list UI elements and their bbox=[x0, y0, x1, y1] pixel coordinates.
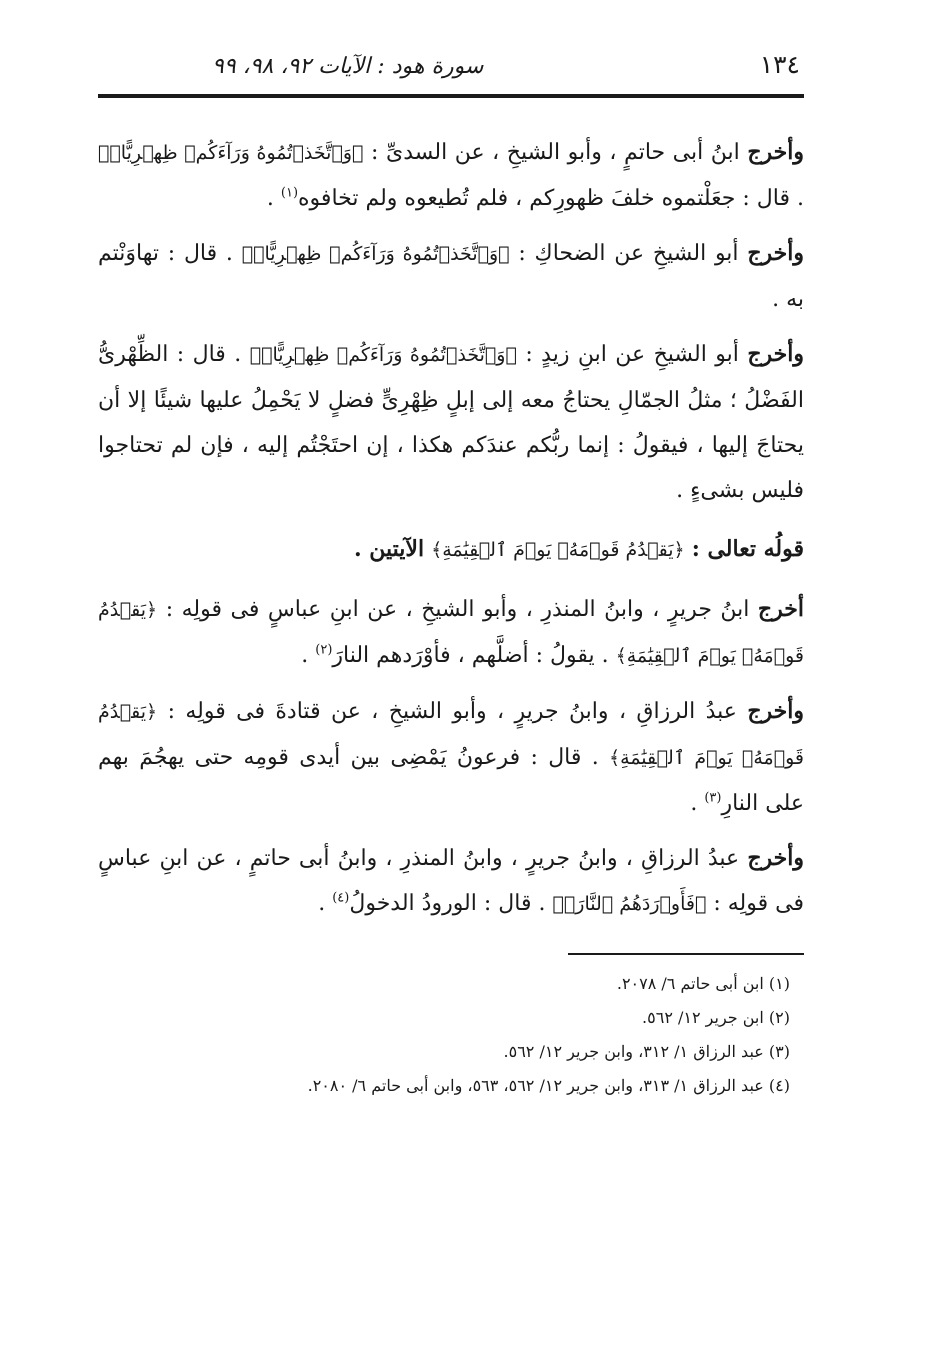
footnote-3: (٣) عبد الرزاق ١/ ٣١٢، وابن جرير ١٢/ ٥٦٢. bbox=[503, 1042, 790, 1061]
page-body bbox=[98, 130, 804, 927]
footnote-mark: (٢) bbox=[315, 642, 333, 658]
heading-lead: قولُه تعالى : bbox=[691, 536, 804, 562]
quran-quote: ﴿فَأَوۡرَدَهُمُ ٱلنَّارَۖ﴾ bbox=[552, 893, 707, 915]
paragraph-lead: وأخرج bbox=[747, 139, 805, 165]
quran-quote: ﴿وَٱتَّخَذۡتُمُوهُ وَرَآءَكُمۡ ظِهۡرِيًّاۖ﴾ bbox=[249, 344, 517, 366]
quran-quote: ﴿يَقۡدُمُ قَوۡمَهُۥ يَوۡمَ ٱلۡقِيَٰمَةِ﴾ bbox=[431, 539, 685, 561]
paragraph-text: عبدُ الرزاقِ ، وابنُ جريرٍ ، وابنُ المنذرِ ، وابنُ أبى حاتمٍ ، عن ابنِ عباسٍ فى قولِه : bbox=[98, 846, 804, 916]
paragraph-1 bbox=[98, 130, 804, 221]
paragraph-end: . bbox=[690, 791, 698, 816]
quran-quote: ﴿يَقۡدُمُ قَوۡمَهُۥ يَوۡمَ ٱلۡقِيَٰمَةِ﴾ bbox=[98, 701, 804, 769]
paragraph-end: . bbox=[301, 643, 309, 668]
paragraph-rest: . قال : جعَلْتموه خلفَ ظهورِكم ، فلم تُطيعوه ولم تخافوه bbox=[298, 186, 804, 211]
footnote-rule bbox=[568, 953, 804, 955]
paragraph-text: عبدُ الرزاقِ ، وابنُ جريرٍ ، وأبو الشيخِ ، عن قتادةَ فى قولِه : bbox=[167, 699, 737, 724]
paragraph-text: أبو الشيخِ عن ابنِ زيدٍ : bbox=[525, 342, 739, 367]
paragraph-lead: وأخرج bbox=[747, 845, 805, 871]
paragraph-rest: . قال : الورودُ الدخولُ bbox=[349, 891, 546, 916]
footnote-mark: (٣) bbox=[704, 790, 722, 806]
quran-quote: ﴿يَقۡدُمُ قَوۡمَهُۥ يَوۡمَ ٱلۡقِيَٰمَةِ﴾ bbox=[98, 599, 804, 667]
paragraph-rest: . قال : فرعونُ يَمْضِى بين أيدى قومِه حتى يهجُمَ بهم على النارِ bbox=[98, 745, 804, 816]
paragraph-3 bbox=[98, 332, 804, 513]
paragraph-text: أبو الشيخِ عن الضحاكِ : bbox=[518, 241, 739, 266]
paragraph-text: ابنُ أبى حاتمٍ ، وأبو الشيخِ ، عن السدىِّ : bbox=[371, 140, 740, 165]
header-rule bbox=[98, 94, 804, 98]
running-title: سورة هود : الآيات ٩٢، ٩٨، ٩٩ bbox=[212, 54, 484, 79]
footnote-2: (٢) ابن جرير ١٢/ ٥٦٢. bbox=[642, 1008, 790, 1027]
quran-quote: ﴿وَٱتَّخَذۡتُمُوهُ وَرَآءَكُمۡ ظِهۡرِيًّاۖ﴾ bbox=[241, 243, 510, 265]
footnote-1: (١) ابن أبى حاتم ٦/ ٢٠٧٨. bbox=[616, 974, 790, 993]
page-number: ١٣٤ bbox=[759, 50, 800, 79]
footnote-mark: (١) bbox=[280, 185, 299, 201]
paragraph-rest: . قال : تهاوَنْتم به . bbox=[98, 241, 804, 312]
paragraph-2 bbox=[98, 231, 804, 322]
paragraph-rest: . قال : الظِّهْرىُّ الفَضْلُ ؛ مثلُ الجمّالِ يحتاجُ معه إلى إبلٍ ظِهْرِىٍّ فضلٍ لا يَحْمِلُ عليها شيئًا إلا أن يحتاجَ إليها ، فيقولُ : إنما ربُّكم عندَكم هكذا ، إن احتَجْتُم إليه ، فإن لم تحتاجوا فليس بشىءٍ . bbox=[98, 342, 804, 503]
footnote-mark: (٤) bbox=[332, 890, 350, 906]
paragraph-end: . bbox=[318, 891, 326, 916]
footnote-4: (٤) عبد الرزاق ١/ ٣١٣، وابن جرير ١٢/ ٥٦٢، ٥٦٣، وابن أبى حاتم ٦/ ٢٠٨٠. bbox=[307, 1076, 790, 1095]
footnotes bbox=[98, 967, 804, 1103]
paragraph-rest: . يقولُ : أضلَّهم ، فأوْرَدهم النارَ bbox=[332, 643, 609, 668]
book-page bbox=[98, 50, 804, 1103]
page-header bbox=[98, 50, 804, 90]
paragraph-lead: وأخرج bbox=[747, 698, 804, 724]
paragraph-4 bbox=[98, 587, 804, 679]
paragraph-6 bbox=[98, 836, 804, 927]
paragraph-lead: وأخرج bbox=[747, 341, 805, 367]
quran-quote: ﴿وَٱتَّخَذۡتُمُوهُ وَرَآءَكُمۡ ظِهۡرِيًّاۖ﴾ bbox=[98, 142, 364, 164]
paragraph-text: ابنُ جريرٍ ، وابنُ المنذرِ ، وأبو الشيخِ ، عن ابنِ عباسٍ فى قولِه : bbox=[165, 597, 750, 622]
paragraph-5 bbox=[98, 689, 804, 826]
paragraph-lead: أخرج bbox=[757, 596, 804, 622]
paragraph-lead: وأخرج bbox=[747, 240, 805, 266]
heading-rest: الآيتين . bbox=[353, 536, 425, 562]
section-heading bbox=[98, 527, 804, 573]
paragraph-end: . bbox=[266, 186, 274, 211]
